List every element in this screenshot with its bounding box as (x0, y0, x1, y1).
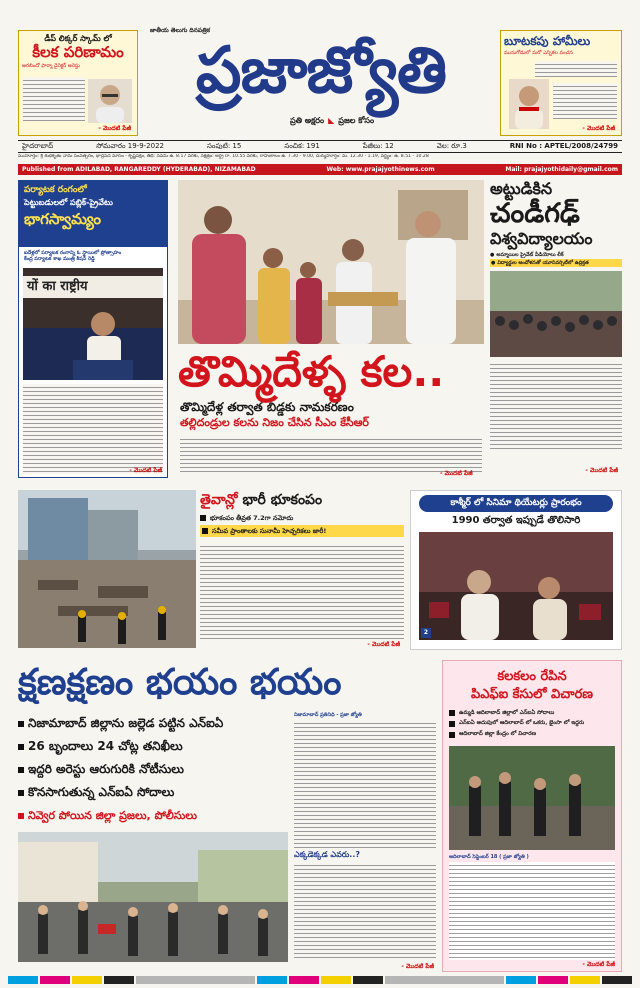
dateline-city: హైదరాబాద్ (22, 142, 54, 151)
kashmir-headline: కాశ్మీర్ లో సినిమా థియేటర్లు ప్రారంభం (419, 495, 613, 512)
pfi-dateline: ఆదిలాబాద్ సెప్టెంబర్ 18 ( ప్రజా జ్యోతి ) (449, 854, 529, 861)
pfi-bullet-2-text: ఎన్ఐఏ అదుపులో ఆదిలాబాద్ లో ఒకరు, భైంసా లో ఇద్దరు (459, 720, 585, 727)
lead-deck-2: తల్లిదండ్రుల కలను నిజం చేసిన సీఎం కేసీఆర్ (180, 416, 369, 429)
swatch-k2 (353, 976, 383, 984)
chandigarh-headline: చండీగఢ్ (490, 197, 580, 229)
kashmir-story[interactable] (410, 490, 622, 650)
nia-bullet-3-text: ఇద్దరి అరెస్టు ఆరుగురికి నోటీసులు (28, 762, 184, 776)
swatch-m3 (538, 976, 568, 984)
swatch-c2 (257, 976, 287, 984)
right-promo-box[interactable] (500, 30, 622, 136)
left-story[interactable] (18, 180, 168, 478)
right-promo-text (535, 61, 617, 77)
motto-left: ప్రతి అక్షరం (290, 116, 325, 125)
pfi-bullet-3 (449, 731, 615, 738)
pfi-bullet-3-text: ఆదిలాబాద్ జిల్లా కేంద్రం లో విచారణ (459, 731, 537, 738)
nia-bullet-1-text: నిజామాబాద్ జిల్లాను జల్లెడ పట్టిన ఎన్ఐఏ (28, 716, 224, 730)
bullet-icon (18, 721, 24, 727)
nia-bullets (18, 712, 290, 827)
bullet-icon: ● (491, 259, 496, 266)
bullet-icon (449, 732, 455, 738)
publisher-bar (18, 164, 622, 175)
panchangam: ముహూర్తం: శ్రీ శుభకృతు నామ సంవత్సరం, భాద్రపద మాసం - కృష్ణపక్షం, తిథి: నవమి ఉ. 8.17 వరకు, నక్షత్రం: ఆర్ద్ర రా. 10.55 వరకు, రాహుకాలం ఉ. 7.30 - 9.00, దుర్ముహూర్తం: మ. 12.30 - 1.19, వర్జ్యం: ఉ. 8.51 - 10.28 (18, 154, 429, 159)
left-story-bullets (19, 247, 167, 266)
bullet-icon (202, 528, 208, 534)
left-story-bullet-1: ఐదేళ్లలో పర్యాటక రంగాన్ని ఓ స్థాయిలో ప్రోత్సాహం (24, 250, 122, 256)
chandigarh-sub: విశ్వవిద్యాలయం (490, 228, 593, 248)
nia-bullet-2-text: 26 బృందాలు 24 చోట్ల తనిఖీలు (28, 739, 183, 753)
pfi-byline: - మొదటి పేజీ (582, 960, 615, 968)
taiwan-headline-b: లో భారీ భూకంపం (237, 492, 323, 508)
nia-bullet-4-text: కొనసాగుతున్న ఎన్ఐఏ సోదాలు (28, 785, 175, 799)
right-promo-sub: మునుగోడులో మరో ఎన్నికల వంచన (504, 50, 573, 56)
registration-bar (0, 976, 640, 984)
taiwan-byline: - మొదటి పేజీ (367, 640, 400, 648)
left-story-header (19, 181, 167, 247)
published-from: Published from ADILABAD, RANGAREDDY (HYDERABAD), NIZAMABAD (22, 165, 256, 173)
chandigarh-text (490, 361, 622, 451)
nia-body (294, 712, 436, 970)
taiwan-text (200, 543, 404, 641)
nia-red-bullet-text: నివ్వెర పోయిన జిల్లా ప్రజలు, పోలీసులు (28, 808, 197, 822)
nia-text-2 (294, 862, 436, 958)
left-promo-text (23, 77, 85, 121)
left-promo-byline: - మొదటి పేజీ (98, 124, 131, 132)
left-story-kicker: పర్యాటక రంగంలో (24, 185, 87, 195)
bullet-icon (18, 813, 24, 819)
bullet-icon: ● (490, 252, 495, 259)
pfi-headline-2: పిఎఫ్ఐ కేసులో విచారణ (470, 687, 594, 703)
nia-photo (18, 832, 288, 962)
nia-red-bullet (18, 804, 290, 827)
nia-bullet-1 (18, 712, 290, 735)
swatch-m (40, 976, 70, 984)
left-story-banner: यों का राष्ट्रीय (23, 276, 163, 298)
nia-dateline: నిజామాబాద్ ప్రతినిధి - ప్రజా జ్యోతి (294, 712, 362, 718)
taiwan-photo (18, 490, 196, 648)
masthead-title: ప్రజాజ్యోతి (195, 33, 447, 108)
bullet-icon (18, 744, 24, 750)
taiwan-story[interactable] (200, 492, 404, 648)
left-promo-kicker: డీప్ లిక్కర్ స్కామ్ లో (44, 34, 112, 43)
tagline: జాతీయ తెలుగు దినపత్రిక (150, 27, 210, 34)
bullet-icon (18, 790, 24, 796)
mail[interactable]: Mail: prajajyothidaily@gmail.com (505, 165, 618, 173)
chandigarh-bullet-2-text: విద్యార్థుల ఆందోళనతో యూనివర్సిటీలో ఉద్రిక్తత (497, 259, 589, 266)
swatch-c3 (506, 976, 536, 984)
bullet-icon (200, 515, 206, 521)
motto-divider-icon: ◣ (328, 116, 335, 125)
swatch-y (72, 976, 102, 984)
chandigarh-photo (490, 271, 622, 357)
pfi-bullet-2 (449, 720, 615, 727)
taiwan-headline (200, 492, 404, 510)
pfi-story[interactable] (442, 660, 622, 972)
kashmir-page-badge[interactable]: 2 (421, 628, 431, 638)
nia-headline: క్షణక్షణం భయం భయం (18, 662, 342, 703)
chandigarh-story[interactable] (490, 180, 622, 478)
right-promo-headline: బూటకపు హామీలు (504, 34, 591, 48)
left-story-byline: - మొదటి పేజీ (129, 466, 162, 474)
right-promo-text2 (553, 83, 617, 119)
bullet-icon (449, 721, 455, 727)
taiwan-bullet-2-text: సమీప ప్రాంతాలకు సునామీ హెచ్చరికలు జారీ! (212, 526, 327, 535)
dateline-bar (18, 140, 622, 153)
pfi-bullet-1 (449, 710, 615, 717)
left-promo-portrait (88, 79, 132, 123)
swatch-gray2 (385, 976, 505, 984)
swatch-k (104, 976, 134, 984)
nia-bullet-2 (18, 735, 290, 758)
bullet-icon (449, 710, 455, 716)
taiwan-bullet-1 (200, 514, 404, 522)
masthead-motto (290, 116, 374, 126)
bullet-icon (18, 767, 24, 773)
swatch-m2 (289, 976, 319, 984)
lead-headline: తొమ్మిదేళ్ళ కల.. (178, 347, 445, 396)
pfi-text (449, 862, 615, 960)
chandigarh-bullet-2 (490, 259, 622, 267)
pfi-photo (449, 746, 615, 850)
left-story-photo (23, 268, 163, 380)
left-promo-sub: అరబిందో ఫార్మా డైరెక్టర్ అరెస్టు (22, 62, 81, 69)
right-promo-byline: - మొదటి పేజీ (582, 124, 615, 132)
dateline-volume: సంపుటి: 15 (207, 142, 242, 151)
left-promo-headline: కీలక పరిణామం (32, 43, 124, 61)
swatch-k3 (602, 976, 632, 984)
lead-text (180, 436, 482, 472)
nia-bullet-4 (18, 781, 290, 804)
dateline-date: సోమవారం 19-9-2022 (96, 142, 164, 151)
swatch-y3 (570, 976, 600, 984)
nia-text-1 (294, 720, 436, 848)
right-promo-portrait (509, 79, 549, 129)
left-story-title2: పెట్టుబడులలో పబ్లిక్-ప్రైవేటు (24, 198, 113, 208)
left-story-headline: భాగస్వామ్యం (24, 210, 102, 229)
pfi-bullet-1-text: ఉమ్మడి ఆదిలాబాద్ జిల్లాలో ఎన్ఐఏ సోదాలు (459, 709, 555, 716)
motto-right: ప్రజల కోసం (338, 116, 375, 125)
taiwan-bullet-1-text: భూకంపం తీవ్రత 7.2గా నమోదు (210, 513, 294, 522)
nia-bullet-3 (18, 758, 290, 781)
left-promo-box[interactable] (18, 30, 138, 136)
kashmir-photo (419, 532, 613, 640)
chandigarh-kicker: అట్టుడికిన (490, 179, 553, 198)
dateline-pages: పేజీలు: 12 (362, 142, 394, 151)
dateline-issue: సంచిక: 191 (284, 142, 320, 151)
left-story-text (23, 384, 163, 474)
website[interactable]: Web: www.prajajyothinews.com (326, 165, 435, 173)
pfi-headline-1: కలకలం రేపిన (497, 669, 567, 684)
lead-byline: - మొదటి పేజీ (440, 470, 473, 477)
lead-deck-1: తొమ్మిదేళ్ల తర్వాత బిడ్డకు నామకరణం (180, 400, 354, 414)
dateline-price: వెల: రూ.3 (436, 142, 467, 151)
nia-subhead: ఎక్కడెక్కడ ఎవరు..? (294, 850, 360, 860)
pfi-bullets (443, 704, 621, 739)
nia-byline: - మొదటి పేజీ (401, 962, 434, 970)
taiwan-headline-a: తైవాన్ (200, 492, 238, 508)
chandigarh-bullet-1-text: అమ్మాయిల ప్రైవేట్ వీడియోలు లీక్ (496, 252, 564, 259)
rni-number: RNI No : APTEL/2008/24799 (509, 142, 618, 151)
kashmir-sub: 1990 తర్వాత ఇప్పుడే తొలిసారి (451, 515, 581, 527)
left-story-bullet-2: కేంద్ర పర్యాటక శాఖ మంత్రి కిషన్ రెడ్డి (24, 256, 95, 263)
swatch-y2 (321, 976, 351, 984)
lead-photo (178, 180, 484, 344)
swatch-c (8, 976, 38, 984)
swatch-gray (136, 976, 256, 984)
taiwan-bullet-2 (200, 525, 404, 537)
chandigarh-byline: - మొదటి పేజీ (585, 466, 618, 474)
